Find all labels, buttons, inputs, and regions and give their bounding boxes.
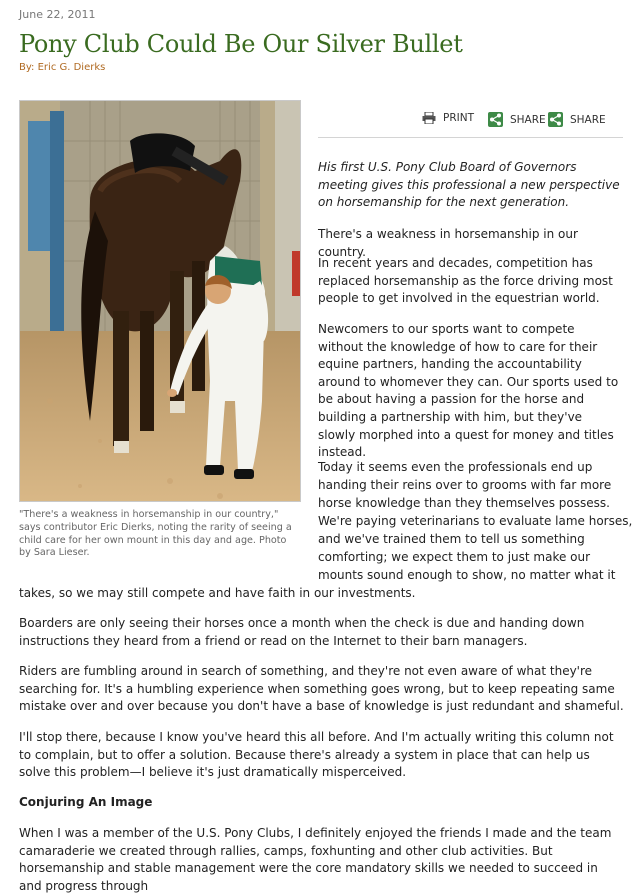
print-button[interactable] [422,112,474,124]
printer-icon [422,112,436,124]
share-toolbar [318,100,623,138]
share-button-2[interactable] [548,112,606,127]
byline-prefix: By: [19,62,35,73]
paragraph-1: There's a weakness in horsemanship in our country. [318,227,578,259]
paragraph-7: I'll stop there, because I know you've heard this all before. And I'm actually writing this column not to complain, but to offer a solution. Because there's already a system in place that can help us solve this problem—I believe it's just dramatically misperceived. [19,730,614,780]
paragraph-4-line: comforting; we expect them to just make our [318,550,591,564]
print-label: PRINT [443,112,474,124]
byline [19,62,105,73]
paragraph-4-line: and we've trained them to tell us something [318,532,585,546]
paragraph-4-line: We're paying veterinarians to evaluate lame horses, [318,514,633,528]
share-button-1[interactable] [488,112,546,127]
article-title: Pony Club Could Be Our Silver Bullet [19,30,463,58]
photo-caption: "There's a weakness in horsemanship in our country," says contributor Eric Dierks, noting the rarity of seeing a child care for her own mount in this day and age. Photo by Sara Lieser. [19,509,292,559]
article-photo [19,100,301,502]
author-name: Eric G. Dierks [37,62,106,73]
horse-and-rider-photo [20,101,301,502]
share-label-2: SHARE [570,113,606,126]
paragraph-6: Riders are fumbling around in search of something, and they're not even aware of what they're searching for. It's a humbling experience when something goes wrong, but to keep repeating same mistake over and over because you don't have a base of knowledge is just redundant and shameful. [19,664,624,714]
share-label-1: SHARE [510,113,546,126]
article-date: June 22, 2011 [19,8,96,21]
paragraph-4-line: horse knowledge than they themselves possess. [318,496,610,510]
paragraph-2: In recent years and decades, competition has replaced horsemanship as the force driving most people to get involved in the equestrian world. [318,256,613,306]
share-icon [488,112,503,127]
share-icon [548,112,563,127]
paragraph-4-line: Today it seems even the professionals end up [318,460,593,474]
article-deck: His first U.S. Pony Club Board of Governors meeting gives this professional a new perspective on horsemanship for the next generation. [318,160,620,210]
paragraph-4-tail: takes, so we may still compete and have faith in our investments. [19,586,416,600]
paragraph-4-line: handing their reins over to grooms with far more [318,478,612,492]
paragraph-3: Newcomers to our sports want to compete without the knowledge of how to care for their equine partners, handing the accountability around to whomever they can. Our sports used to be about having a passion for the horse and building a partnership with him, but they've slowly morphed into a quest for money and titles instead. [318,322,619,460]
section-subhead: Conjuring An Image [19,795,153,809]
paragraph-5: Boarders are only seeing their horses once a month when the check is due and handing down instructions they heard from a friend or read on the Internet to their barn managers. [19,616,585,648]
paragraph-4-line: mounts sound enough to show, no matter what it [318,568,616,582]
paragraph-8: When I was a member of the U.S. Pony Clubs, I definitely enjoyed the friends I made and the team camaraderie we created through rallies, camps, foxhunting and other club activities. But horsemanship and stable management were the core mandatory skills we needed to succeed in and progress through [19,826,612,893]
